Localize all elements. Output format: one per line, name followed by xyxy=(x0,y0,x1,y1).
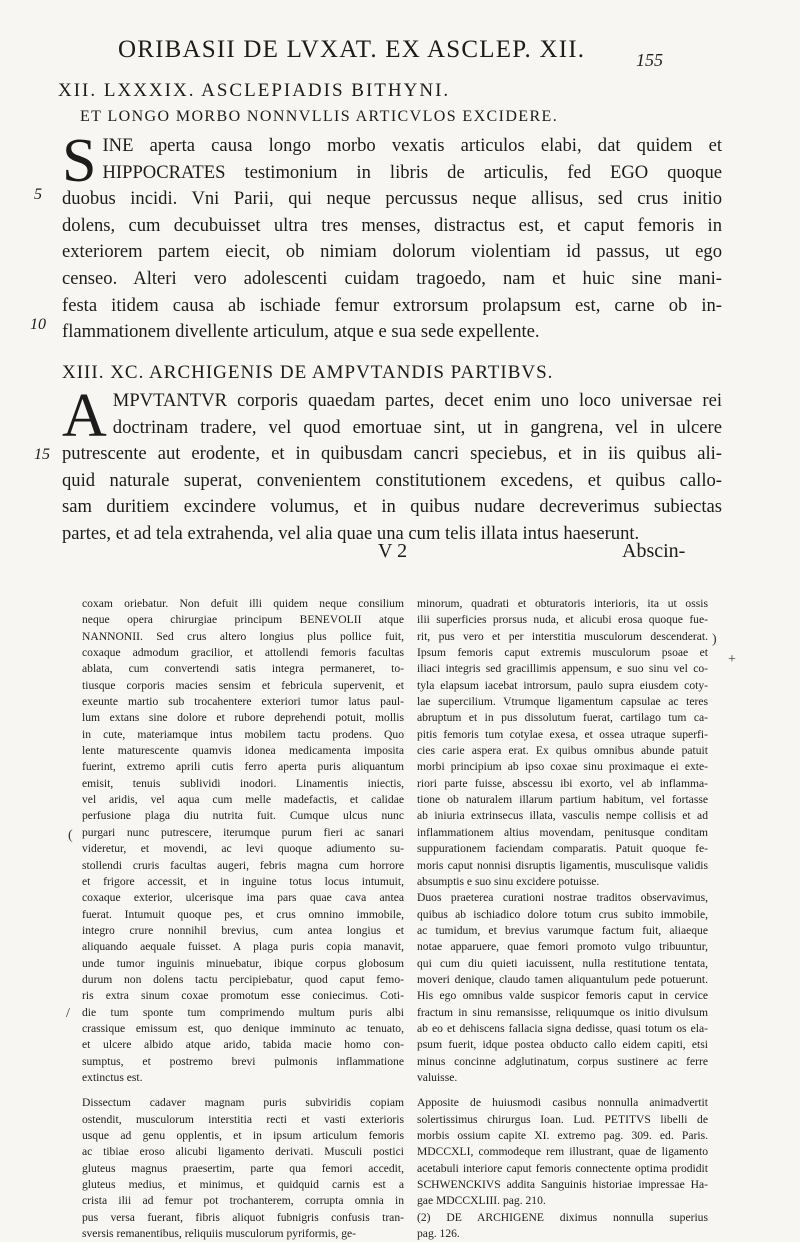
footnote-line: gluteus magnus praesertim, parte qua femori accedit, xyxy=(82,1161,404,1175)
footnote-line: pus versa fuerant, fibris aliquot fubnigris confusis tran- xyxy=(82,1210,404,1224)
footnote-line: neque opera chirurgiae principum BENEVOLII atque xyxy=(82,613,404,627)
footnote-line: His ego omnibus valde suspicor femoris caput in cervice xyxy=(417,989,708,1003)
footnote-line: gluteus medius, et minimus, et quidquid carnis est a xyxy=(82,1178,404,1192)
footnote-line: lum extans sine dolore et rubore deprehendi potuit, mollis xyxy=(82,711,404,725)
text-line: doctrinam tradere, vel quod emortuae sint, ut in gangrena, vel in ulcere xyxy=(112,416,722,438)
signature-mark: V 2 xyxy=(378,540,408,562)
footnote-line: ac tibiae eroso alicubi ligamento derivati. Musculi postici xyxy=(82,1145,404,1159)
section-xiii-heading: XIII. XC. ARCHIGENIS DE AMPVTANDIS PARTIBVS. xyxy=(62,362,554,383)
footnote-line: valuisse. xyxy=(417,1070,458,1084)
text-line: dolens, cum decubuisset ultra tres menses, distractus est, et caput femoris in xyxy=(62,214,722,236)
footnote-line: coxaque exterior, ulcerisque ima pars quae cava antea xyxy=(82,891,404,905)
footnote-line: morbis ossium capite XI. extremo pag. 309. ed. Paris. xyxy=(417,1129,708,1142)
footnote-line: et ulcere albido atque arido, tabida macie homo con- xyxy=(82,1038,404,1052)
text-line: putrescente aut erodente, et in quibusdam cancri speciebus, et in iis quibus ali- xyxy=(62,443,722,465)
footnote-column-left xyxy=(82,596,404,1242)
footnote-line: acetabuli interiore caput femoris connectente optima prodidit xyxy=(417,1161,708,1175)
line-number-5: 5 xyxy=(34,186,42,203)
footnote-line: gae MDCCXLIII. pag. 210. xyxy=(417,1194,546,1208)
footnote-line: ostendit, musculorum interstitia recti et vasti exterioris xyxy=(82,1112,404,1126)
footnote-line: ab eo et dehiscens fallacia signa dedisse, quasi totum os ela- xyxy=(417,1021,708,1035)
text-line: HIPPOCRATES testimonium in libris de articulis, fed EGO quoque xyxy=(102,161,722,183)
footnote-line: crassique emissum est, quo denique imminuto ac tenuato, xyxy=(82,1021,404,1035)
footnote-line: abruptum et in pus dissolutum fuerat, cartilago tum ca- xyxy=(417,711,708,725)
footnote-line: ab iniuria extrinsecus illata, vasculis nempe collisis et ad xyxy=(417,809,708,823)
footnote-column-right xyxy=(417,596,708,1242)
footnote-line: SCHWENCKIVS addita Sanguinis historiae impressae Ha- xyxy=(417,1178,708,1192)
footnote-line: perfusione plaga diu nutrita fuit. Cumque ulcus nunc xyxy=(82,809,404,823)
footnote-line: riori parte fuisse, abscessu ibi exorto, vel ab inflamma- xyxy=(417,776,708,790)
dropcap-s: S xyxy=(62,127,97,195)
footnote-line: extinctus est. xyxy=(82,1070,143,1084)
footnote-line: Duos praeterea curationi nostrae traditos observavimus, xyxy=(417,891,708,905)
footnote-line: integro crure nonnihil brevius, cum antea longius et xyxy=(82,923,404,937)
footnote-line: morbi principium ab ipso coxae sinu proximaque ei exte- xyxy=(417,760,708,774)
footnote-line: vel aridis, vel aqua cum melle madefactis, et calidae xyxy=(82,793,404,807)
text-line: duobus incidi. Vni Parii, qui neque percussus neque allisus, sed crus initio xyxy=(62,188,722,210)
text-line: INE aperta causa longo morbo vexatis articulos elabi, dat quidem et xyxy=(102,135,722,156)
footnote-line: tione ob naturalem illarum partium habitum, vel fortasse xyxy=(417,793,708,807)
footnote-line: tiusque corporis macies sensim et febricula supervenit, et xyxy=(82,678,404,692)
footnote-line: psum fuerit, idque postea obducto callo eidem capiti, etsi xyxy=(417,1038,708,1052)
footnote-line: aliquando aequale fuisset. A plaga puris copia manavit, xyxy=(82,940,404,954)
section-xii-subheading: ET LONGO MORBO NONNVLLIS ARTICVLOS EXCIDERE. xyxy=(80,108,559,125)
footnote-line: cies carie aspera erat. Ex quibus omnibus abunde patuit xyxy=(417,744,708,758)
text-line: MPVTANTVR corporis quaedam partes, decet enim uno loco universae rei xyxy=(112,390,722,411)
footnote-line: Apposite de huiusmodi casibus nonnulla animadvertit xyxy=(417,1096,708,1110)
footnote-line: minus concinne adglutinatum, corpus sustinere ac ferre xyxy=(417,1054,708,1068)
footnote-line: fuerint, extremo aprili cutis ferro aperta puris aliquantum xyxy=(82,760,404,774)
footnote-line: Ipsum femoris caput extremis musculorum psoae et xyxy=(417,646,708,660)
text-line: quid naturale superat, convenientem constitutionem excedens, et quibus callo- xyxy=(62,469,722,491)
footnote-line: in cute, materiamque intus mobilem tactu prodens. Quo xyxy=(82,727,404,741)
page-number: 155 xyxy=(636,50,663,70)
footnote-line: lente maturescente quamvis idonea medicamenta imposita xyxy=(82,744,404,758)
footnote-line: absumptis e suo sinu excidere potuisse. xyxy=(417,874,600,888)
footnote-line: sumptus, et postremo brevi pulmonis inflammatione xyxy=(82,1054,404,1068)
footnote-line: emisit, tenuis sublividi inodori. Linamentis iniectis, xyxy=(82,776,404,790)
footnote-line: (2) DE ARCHIGENE diximus nonnulla superius xyxy=(417,1210,708,1224)
footnote-line: NANNONII. Sed crus altero longius plus pollice fuit, xyxy=(82,629,404,643)
line-number-15: 15 xyxy=(34,446,50,463)
footnote-line: et frigore accessit, et in inguine totus locus intumuit, xyxy=(82,874,404,888)
footnote-line: coxam oriebatur. Non defuit illi quidem neque consilium xyxy=(82,597,404,610)
footnote-line: die tum sponte tum comprimendo multum puris albi xyxy=(82,1005,404,1019)
footnote-line: videretur, et movendi, ac levi quoque adiumento su- xyxy=(82,842,404,856)
footnote-line: durum non dolens tactu percipiebatur, quod caput femo- xyxy=(82,972,404,986)
footnote-line: inflammationem altius movendam, penitusque conditam xyxy=(417,825,708,839)
text-line: partes, et ad tela extrahenda, vel alia quae una cum telis illata intus haeserunt. xyxy=(62,522,640,544)
footnote-line: sversis remanentibus, reliquiis musculorum pyriformis, ge- xyxy=(82,1227,357,1241)
footnote-line: exeunte martio sub trocahentere exteriori tumor latus paul- xyxy=(82,695,404,709)
footnote-line: notae apparuere, quae femori promoto vulgo tribuuntur, xyxy=(417,940,708,954)
text-line: censeo. Alteri vero adolescenti cuidam tragoedo, nam et huic sine mani- xyxy=(62,267,722,289)
dropcap-a: A xyxy=(62,382,107,450)
footnote-line: lae supercilium. Vtrumque ligamentum capsulae ac teres xyxy=(417,695,708,709)
footnote-line: coxaque admodum gracilior, et attollendi femoris facultas xyxy=(82,646,404,660)
footnote-line: qui cum diu quieti iacuissent, nulla restitutione tentata, xyxy=(417,956,708,970)
text-line: sam duritiem excindere volumus, et in quibus nudare decreverimus subiectas xyxy=(62,496,722,518)
footnote-line: usque ad genu opplentis, et in ipsum articulum femoris xyxy=(82,1129,404,1142)
footnote-line: moveri denique, claudo tamen aliquantulum pede potuerunt. xyxy=(417,972,708,986)
section-xii-text xyxy=(62,127,722,346)
margin-pencil-mark: ) xyxy=(712,632,717,647)
margin-pencil-mark: / xyxy=(66,1006,70,1021)
footnote-line: ilii superficies prorsus nuda, et alicubi erosa quoque fue- xyxy=(417,613,708,627)
footnote-line: pitis femoris tum cotylae exesa, et ossea utraque superfi- xyxy=(417,727,708,741)
footnote-line: suppurationem faciendam comparatis. Patuit quoque fe- xyxy=(417,842,708,856)
section-xiii-text xyxy=(62,382,722,548)
footnote-line: quibus ab ischiadico dolore totum crus subito immobile, xyxy=(417,907,708,921)
footnote-line: stollendi cruris facultas augeri, febris magna cum horrore xyxy=(82,858,404,872)
footnote-line: fuerat. Intumuit quoque pes, et crus omnino immobile, xyxy=(82,907,404,921)
line-number-10: 10 xyxy=(30,316,46,333)
footnote-line: moris caput nonnisi disruptis ligamentis, musculisque validis xyxy=(417,858,708,872)
footnote-line: rit, pus vero et per interstitia musculorum descenderat. xyxy=(417,629,708,643)
footnote-line: solertissimus chirurgus Ioan. Lud. PETITVS libelli de xyxy=(417,1112,708,1126)
footnote-line: unde tumor inguinis minuebatur, ibique corpus globosum xyxy=(82,956,404,970)
running-head: ORIBASII DE LVXAT. EX ASCLEP. XII. xyxy=(118,36,586,63)
footnote-line: purgari nunc putrescere, iterumque purum fieri ac sanari xyxy=(82,825,404,839)
section-xii-heading: XII. LXXXIX. ASCLEPIADIS BITHYNI. xyxy=(58,80,451,101)
margin-pencil-mark: + xyxy=(728,652,736,667)
catchword: Abscin- xyxy=(622,540,686,562)
footnote-line: ris extra sinum coxae promotum esse coniecimus. Coti- xyxy=(82,989,404,1003)
footnote-line: crista ilii ad femur pot trochanterem, corrupta omnia in xyxy=(82,1194,404,1208)
footnote-line: MDCCXLI, commodeque rem illustrant, quae de ligamento xyxy=(417,1145,708,1159)
footnote-line: ac tumidum, et brevius varumque factum fuit, aliaeque xyxy=(417,923,708,937)
margin-pencil-mark: ( xyxy=(68,828,73,843)
footnote-line: pag. 126. xyxy=(417,1227,460,1241)
footnote-line: fractum in sinu remansisse, reliquumque os initio divulsum xyxy=(417,1005,708,1019)
footnote-line: iliaci integris sed gracillimis appensum, e suo sinu vel co- xyxy=(417,662,708,676)
text-line: festa itidem causa ab ischiade femur extrorsum prolapsum est, carne ob in- xyxy=(62,294,722,316)
footnote-line: tyla elapsum iacebat introrsum, paulo supra eiusdem coty- xyxy=(417,678,708,692)
text-line: exteriorem partem eiecit, ob nimiam dolorum violentiam id passus, ut ego xyxy=(62,241,722,263)
footnote-line: ablata, cum convertendi satis integra permaneret, to- xyxy=(82,662,404,676)
footnote-line: Dissectum cadaver magnam puris subviridis copiam xyxy=(82,1096,404,1110)
footnote-line: minorum, quadrati et obturatoris interioris, ita ut ossis xyxy=(417,597,708,610)
text-line: flammationem divellente articulum, atque e sua sede expellente. xyxy=(62,321,540,343)
